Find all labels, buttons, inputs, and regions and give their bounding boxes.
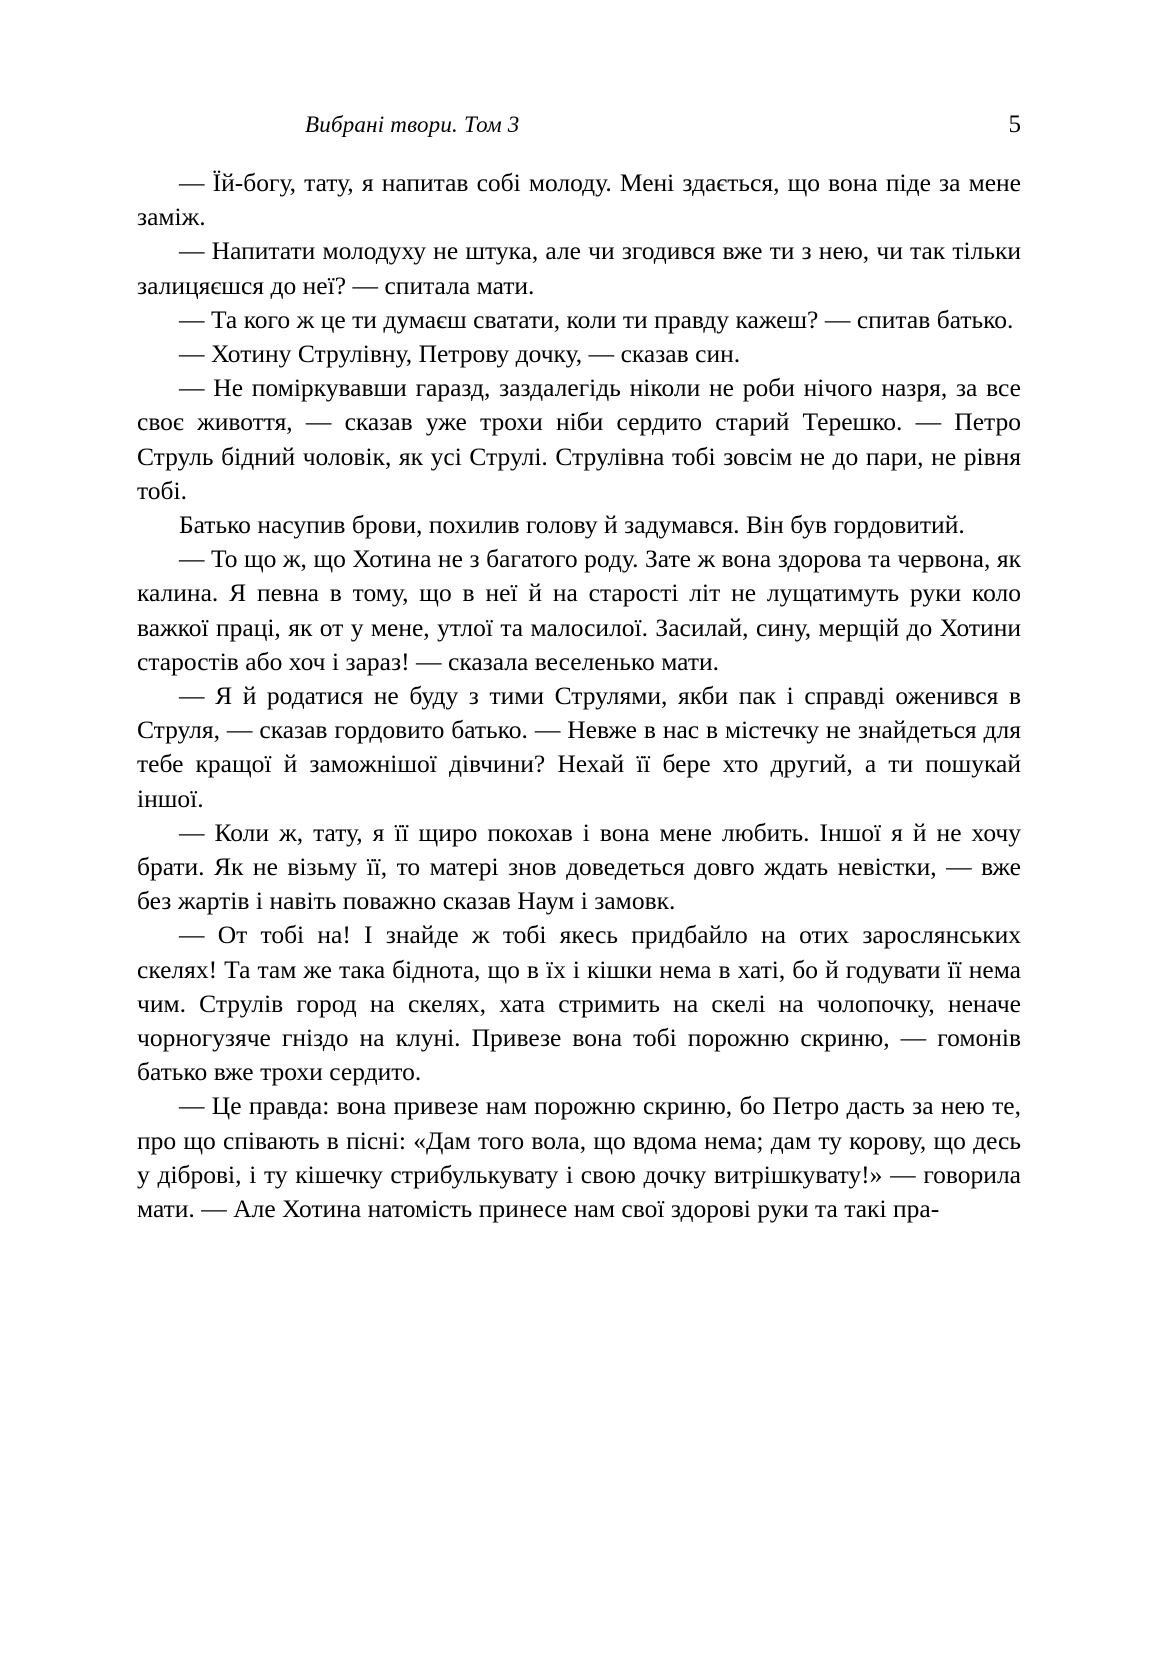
paragraph: — Це правда: вона привезе нам порожню скриню, бо Петро дасть за нею те, про що співають в пісні: «Дам того вола, що вдома нема; дам ту корову, що десь у діброві, і ту кішечку стрибулькувату і свою дочку витрішкувату!» — говорила мати. — Але Хотина натомість принесе нам свої здорові руки та такі пра-	[137, 1091, 1021, 1224]
paragraph: — То що ж, що Хотина не з багатого роду. Зате ж вона здорова та червона, як калина. Я певна в тому, що в неї й на старості літ не лущатимуть руки коло важкої праці, як от у мене, утлої та малосилої. Засилай, сину, мерщій до Хотини старостів або хоч і зараз! — сказала веселенько мати.	[137, 544, 1021, 676]
body-text-block	[137, 166, 1021, 1226]
running-head-title: Вибрані твори. Том 3	[305, 112, 520, 137]
page-number: 5	[1008, 111, 1021, 138]
paragraph: — От тобі на! І знайде ж тобі якесь придбайло на отих зарослянських скелях! Та там же така біднота, що в їх і кішки нема в хаті, бо й годувати її нема чим. Струлів город на скелях, хата стримить на скелі на чолопочку, неначе чорногузяче гніздо на клуні. Привезе вона тобі порожню скриню, — гомонів батько вже трохи сердито.	[137, 920, 1021, 1087]
paragraph: — Їй-богу, тату, я напитав собі молоду. Мені здається, що вона піде за мене заміж.	[137, 168, 1021, 232]
paragraph: — Не поміркувавши гаразд, заздалегідь ніколи не роби нічого назря, за все своє живоття, — сказав уже трохи ніби сердито старий Терешко. — Петро Струль бідний чоловік, як усі Струлі. Струлівна тобі зовсім не до пари, не рівня тобі.	[137, 373, 1021, 505]
paragraph: — Я й родатися не буду з тими Струлями, якби пак і справді оженився в Струля, — сказав гордовито батько. — Невже в нас в містечку не знайдеться для тебе кращої й заможнішої дівчини? Нехай її бере хто другий, а ти пошукай іншої.	[137, 681, 1021, 813]
paragraph: — Напитати молодуху не штука, але чи згодився вже ти з нею, чи так тільки залицяєшся до неї? — спитала мати.	[137, 236, 1021, 300]
paragraph: — Хотину Струлівну, Петрову дочку, — сказав син.	[179, 339, 741, 369]
paragraph: — Та кого ж це ти думаєш сватати, коли ти правду кажеш? — спитав батько.	[179, 304, 1014, 334]
running-head	[137, 112, 1021, 146]
paragraph: — Коли ж, тату, я її щиро покохав і вона мене любить. Іншої я й не хочу брати. Як не візьму її, то матері знов доведеться довго ждать невістки, — вже без жартів і навіть поважно сказав Наум і замовк.	[137, 817, 1021, 916]
paragraph: Батько насупив брови, похилив голову й задумався. Він був гордовитий.	[179, 510, 965, 540]
